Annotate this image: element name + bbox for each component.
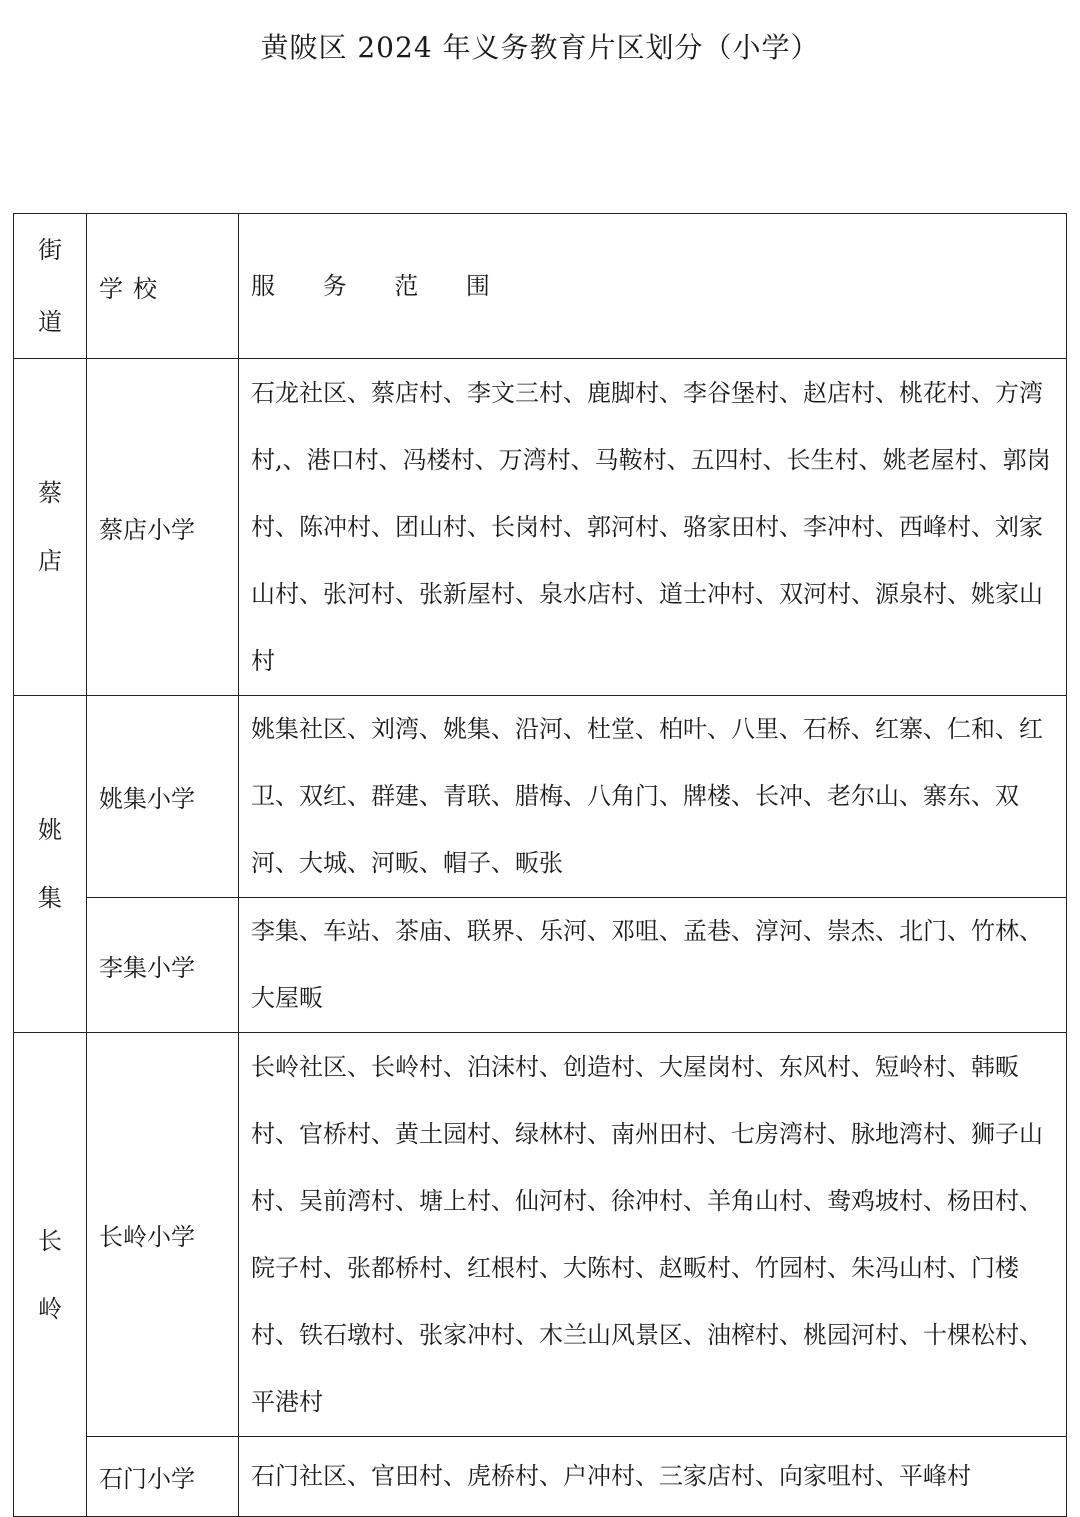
school-cell: 石门小学 bbox=[87, 1437, 239, 1517]
school-cell: 长岭小学 bbox=[87, 1033, 239, 1437]
school-cell: 蔡店小学 bbox=[87, 359, 239, 696]
table-row bbox=[14, 1033, 1067, 1437]
scope-cell: 石门社区、官田村、虎桥村、户冲村、三家店村、向家咀村、平峰村 bbox=[239, 1437, 1067, 1517]
table-row bbox=[14, 898, 1067, 1033]
zone-table bbox=[13, 213, 1067, 1517]
page-title: 黄陂区 2024 年义务教育片区划分（小学） bbox=[260, 31, 820, 64]
scope-cell: 姚集社区、刘湾、姚集、沿河、杜堂、柏叶、八里、石桥、红寨、仁和、红卫、双红、群建、青联、腊梅、八角门、牌楼、长冲、老尔山、寨东、双河、大城、河畈、帽子、畈张 bbox=[239, 696, 1067, 898]
school-cell: 姚集小学 bbox=[87, 696, 239, 898]
street-cell: 蔡店 bbox=[14, 359, 87, 696]
street-cell: 姚集 bbox=[14, 696, 87, 1033]
header-school: 学校 bbox=[87, 214, 239, 359]
table-header-row bbox=[14, 214, 1067, 359]
header-street: 街道 bbox=[14, 214, 87, 359]
table-row bbox=[14, 1437, 1067, 1517]
header-scope: 服 务 范 围 bbox=[239, 214, 1067, 359]
table-row bbox=[14, 359, 1067, 696]
scope-cell: 李集、车站、茶庙、联界、乐河、邓咀、孟巷、淳河、崇杰、北门、竹林、大屋畈 bbox=[239, 898, 1067, 1033]
scope-cell: 长岭社区、长岭村、泊沫村、创造村、大屋岗村、东风村、短岭村、韩畈村、官桥村、黄土园村、绿林村、南州田村、七房湾村、脉地湾村、狮子山村、吴前湾村、塘上村、仙河村、徐冲村、羊角山村、鸯鸡坡村、杨田村、院子村、张都桥村、红根村、大陈村、赵畈村、竹园村、朱冯山村、门楼村、铁石墩村、张家冲村、木兰山风景区、油榨村、桃园河村、十棵松村、平港村 bbox=[239, 1033, 1067, 1437]
table-row bbox=[14, 696, 1067, 898]
street-cell: 长岭 bbox=[14, 1033, 87, 1517]
scope-cell: 石龙社区、蔡店村、李文三村、鹿脚村、李谷堡村、赵店村、桃花村、方湾村,、港口村、冯楼村、万湾村、马鞍村、五四村、长生村、姚老屋村、郭岗村、陈冲村、团山村、长岗村、郭河村、骆家田村、李冲村、西峰村、刘家山村、张河村、张新屋村、泉水店村、道士冲村、双河村、源泉村、姚家山村 bbox=[239, 359, 1067, 696]
school-cell: 李集小学 bbox=[87, 898, 239, 1033]
